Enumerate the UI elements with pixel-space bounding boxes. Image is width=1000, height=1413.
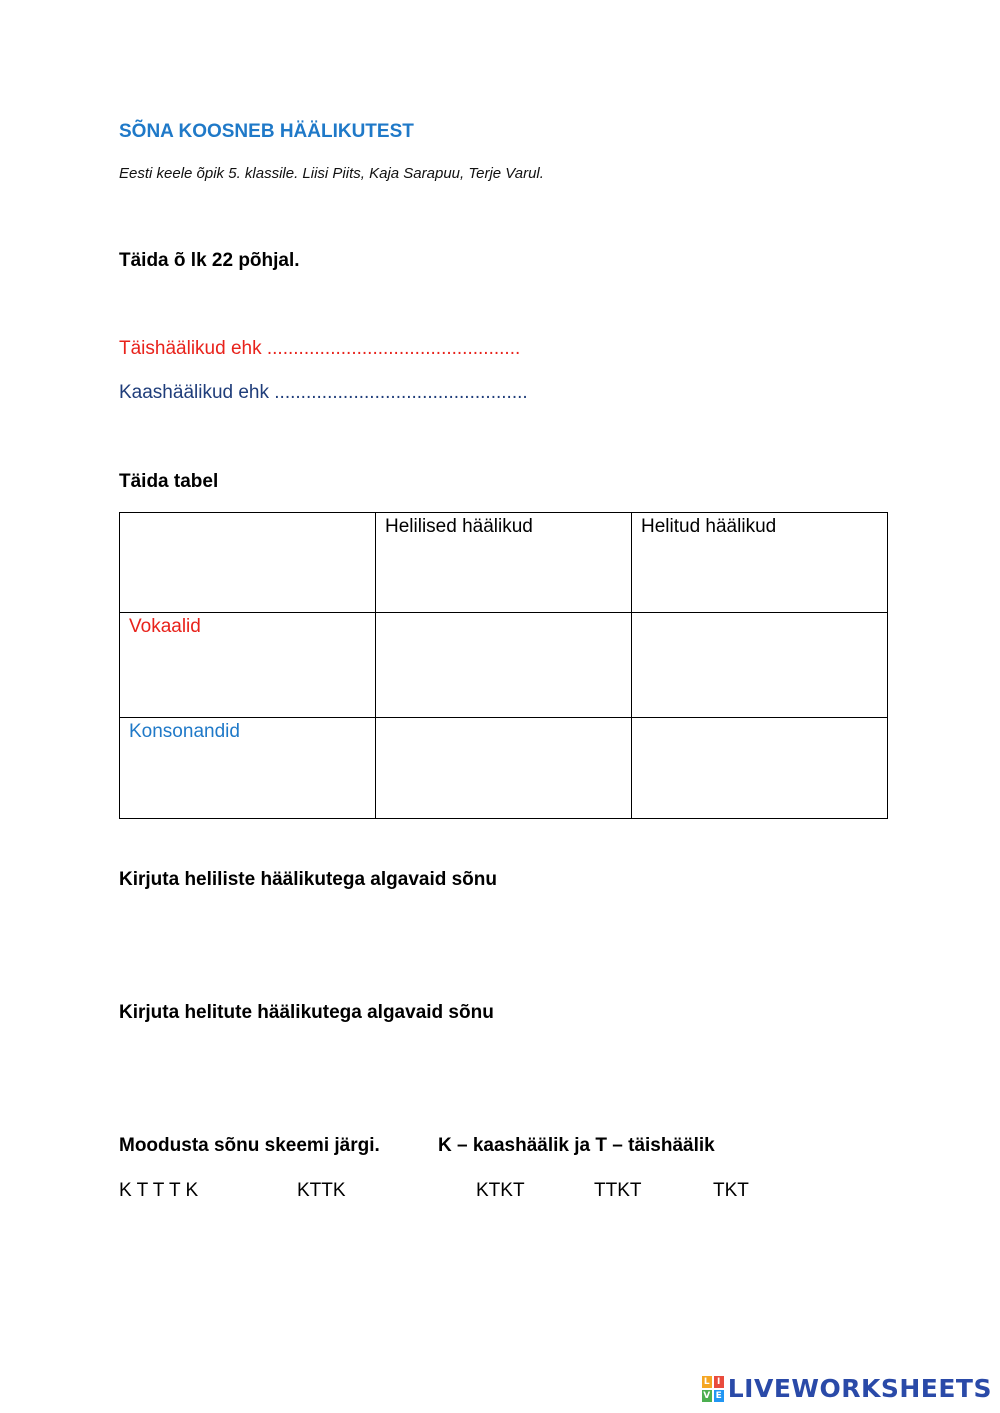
consonants-voiceless-cell[interactable] <box>632 718 888 819</box>
page-title: SÕNA KOOSNEB HÄÄLIKUTEST <box>119 121 414 142</box>
schema-item: TKT <box>713 1180 749 1201</box>
liveworksheets-logo-icon <box>702 1376 724 1402</box>
logo-text: LIVEWORKSHEETS <box>727 1374 992 1403</box>
consonants-voiced-cell[interactable] <box>376 718 632 819</box>
row-label-consonants: Konsonandid <box>120 718 376 819</box>
col-header-voiced: Helilised häälikud <box>376 513 632 613</box>
schema-item: TTKT <box>594 1180 642 1201</box>
vowels-voiceless-cell[interactable] <box>632 613 888 718</box>
liveworksheets-logo[interactable] <box>702 1374 992 1403</box>
task4-heading: Kirjuta helitute häälikutega algavaid sõnu <box>119 1002 494 1023</box>
logo-square-v: V <box>703 1390 711 1401</box>
logo-square-i: I <box>714 1376 724 1388</box>
vowels-fill-line: Täishäälikud ehk ................................................ <box>119 338 521 359</box>
task1-heading: Täida õ lk 22 põhjal. <box>119 250 300 271</box>
source-citation: Eesti keele õpik 5. klassile. Liisi Piits, Kaja Sarapuu, Terje Varul. <box>119 165 544 182</box>
col-header-voiceless: Helitud häälikud <box>632 513 888 613</box>
table-header-row <box>120 513 888 613</box>
table-row-consonants <box>120 718 888 819</box>
task2-heading: Täida tabel <box>119 471 219 492</box>
task5-heading: Moodusta sõnu skeemi järgi. <box>119 1135 380 1156</box>
logo-square-e: E <box>715 1390 722 1401</box>
logo-square-l: L <box>702 1376 712 1388</box>
row-label-vowels: Vokaalid <box>120 613 376 718</box>
consonants-fill-line: Kaashäälikud ehk ................................................ <box>119 382 528 403</box>
task3-heading: Kirjuta heliliste häälikutega algavaid sõnu <box>119 869 497 890</box>
vowels-voiced-cell[interactable] <box>376 613 632 718</box>
table-corner-cell <box>120 513 376 613</box>
sounds-table <box>119 512 888 819</box>
schema-item: KTTK <box>297 1180 346 1201</box>
schema-item: KTKT <box>476 1180 525 1201</box>
schema-item: K T T T K <box>119 1180 199 1201</box>
task5-legend: K – kaashäälik ja T – täishäälik <box>438 1135 715 1156</box>
table-row-vowels <box>120 613 888 718</box>
